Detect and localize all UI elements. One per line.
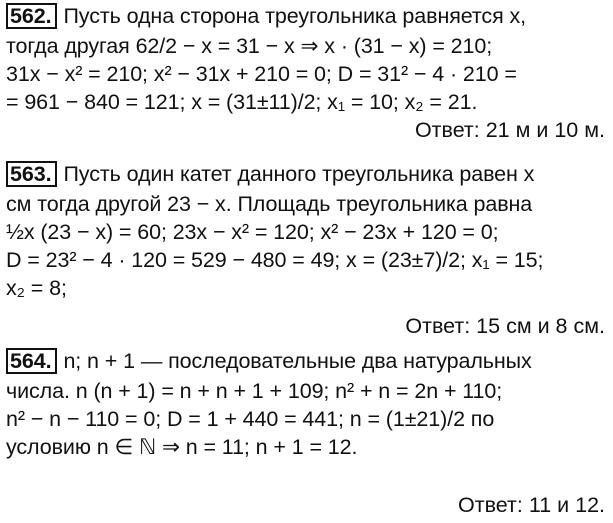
problem-line xyxy=(6,348,607,374)
answer: Ответ: 15 см и 8 см. xyxy=(405,314,605,338)
answer: Ответ: 21 м и 10 м. xyxy=(414,118,605,142)
problem-line: ½x (23 − x) = 60; 23x − x² = 120; x² − 23x + 120 = 0; xyxy=(6,220,499,244)
problem-number: 563. xyxy=(6,161,57,187)
problem-line: D = 23² − 4 · 120 = 529 − 480 = 49; x = (23±7)/2; x₁ = 15; xyxy=(6,248,544,272)
problem-text: Пусть одна сторона треугольника равняется x, xyxy=(63,4,527,28)
problem-line: 31x − x² = 210; x² − 31x + 210 = 0; D = 31² − 4 · 210 = xyxy=(6,62,517,86)
problem-line: тогда другая 62/2 − x = 31 − x ⇒ x · (31 − x) = 210; xyxy=(6,34,493,58)
problem-line: x₂ = 8; xyxy=(6,276,67,300)
problem-line: см тогда другой 23 − x. Площадь треугольника равна xyxy=(6,192,533,216)
problem-line: = 961 − 840 = 121; x = (31±11)/2; x₁ = 10; x₂ = 21. xyxy=(6,90,478,114)
answer: Ответ: 11 и 12. xyxy=(458,493,605,517)
problem-number: 562. xyxy=(6,3,57,29)
problem-line: условию n ∈ ℕ ⇒ n = 11; n + 1 = 12. xyxy=(6,435,358,459)
problem-line xyxy=(6,161,607,187)
problem-number: 564. xyxy=(6,348,57,374)
problem-line: n² − n − 110 = 0; D = 1 + 440 = 441; n = (1±21)/2 по xyxy=(6,407,495,431)
problem-line: числа. n (n + 1) = n + n + 1 + 109; n² + n = 2n + 110; xyxy=(6,379,503,403)
problem-line xyxy=(6,3,607,29)
problem-text: Пусть один катет данного треугольника равен x xyxy=(63,162,535,186)
problem-text: n; n + 1 — последовательные два натуральных xyxy=(63,349,532,373)
